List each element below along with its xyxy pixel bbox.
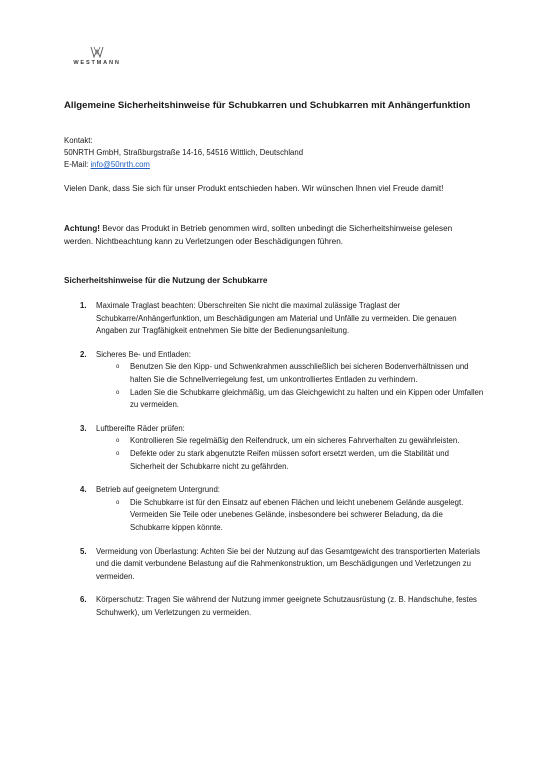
list-item-text: Maximale Traglast beachten: Überschreiten Sie nicht die maximal zulässige Traglast der Schubkarre/Anhängerfunktion, um Beschädigungen am Material und Unfälle zu vermeiden. Die genauen Angaben zur Tragfähigkeit entnehmen Sie bitte der Bedienungsanleitung. bbox=[96, 301, 457, 336]
westmann-logo-icon bbox=[90, 46, 104, 58]
contact-label: Kontakt: bbox=[64, 136, 93, 145]
sub-list-item-text: Defekte oder zu stark abgenutzte Reifen müssen sofort ersetzt werden, um die Stabilität und Sicherheit der Schubkarre nicht zu gefährden. bbox=[130, 448, 449, 471]
brand-logo bbox=[62, 46, 132, 66]
email-link[interactable]: info@50nrth.com bbox=[90, 160, 150, 169]
contact-email-row bbox=[64, 159, 303, 171]
bullet-icon: o bbox=[116, 389, 120, 396]
sub-list-item bbox=[96, 387, 484, 412]
bullet-icon: o bbox=[116, 450, 120, 457]
list-item-number: 3. bbox=[80, 423, 87, 433]
list-item-text: Betrieb auf geeignetem Untergrund: bbox=[96, 485, 220, 495]
sub-list-item-text: Kontrollieren Sie regelmäßig den Reifendruck, um ein sicheres Fahrverhalten zu gewährleisten. bbox=[130, 436, 460, 446]
bullet-icon: o bbox=[116, 499, 120, 506]
list-item-number: 2. bbox=[80, 349, 87, 359]
sub-list-item bbox=[96, 435, 484, 448]
list-item-text: Sicheres Be- und Entladen: bbox=[96, 349, 191, 359]
list-item-number: 5. bbox=[80, 546, 87, 556]
warning-paragraph bbox=[64, 222, 474, 248]
sub-list-item bbox=[96, 448, 484, 473]
list-item-number: 1. bbox=[80, 301, 87, 310]
list-item bbox=[64, 594, 484, 619]
list-item-text: Luftbereifte Räder prüfen: bbox=[96, 423, 185, 433]
list-item bbox=[64, 300, 484, 338]
thanks-paragraph: Vielen Dank, dass Sie sich für unser Produkt entschieden haben. Wir wünschen Ihnen viel Freude damit! bbox=[64, 184, 444, 193]
list-item-text: Körperschutz: Tragen Sie während der Nutzung immer geeignete Schutzausrüstung (z. B. Handschuhe, festes Schuhwerk), um Verletzungen zu vermeiden. bbox=[96, 595, 477, 617]
list-item bbox=[64, 423, 484, 473]
sub-list-item bbox=[96, 497, 484, 535]
sub-list-item-text: Laden Sie die Schubkarre gleichmäßig, um das Gleichgewicht zu halten und ein Kippen oder Umfallen zu vermeiden. bbox=[130, 387, 484, 410]
warning-text: Bevor das Produkt in Betrieb genommen wird, sollten unbedingt die Sicherheitshinweise gelesen werden. Nichtbeachtung kann zu Verletzungen oder Beschädigungen führen. bbox=[64, 224, 453, 246]
list-item bbox=[64, 484, 484, 534]
section-title: Sicherheitshinweise für die Nutzung der Schubkarre bbox=[64, 276, 268, 285]
warning-label: Achtung! bbox=[64, 224, 100, 233]
sub-list-item-text: Benutzen Sie den Kipp- und Schwenkrahmen ausschließlich bei sicheren Bodenverhältnissen und halten Sie die Schnellverriegelung fest, um unkontrolliertes Entladen zu verhindern. bbox=[130, 362, 469, 384]
bullet-icon: o bbox=[116, 438, 120, 445]
logo-text: WESTMANN bbox=[73, 60, 121, 66]
sub-list-item bbox=[96, 361, 484, 386]
contact-block bbox=[64, 135, 303, 171]
email-label: E-Mail: bbox=[64, 160, 89, 169]
list-item-number: 4. bbox=[80, 485, 87, 495]
sub-list-item-text: Die Schubkarre ist für den Einsatz auf ebenen Flächen und leicht unebenem Gelände ausgelegt. Vermeiden Sie Teile oder unebenes Gelände, insbesondere bei schwerer Beladung, da die Schubkarre kippen könnte. bbox=[130, 497, 464, 532]
safety-list bbox=[64, 300, 484, 630]
bullet-icon: o bbox=[116, 364, 120, 371]
list-item bbox=[64, 349, 484, 412]
contact-address: 50NRTH GmbH, Straßburgstraße 14-16, 54516 Wittlich, Deutschland bbox=[64, 148, 304, 157]
list-item-text: Vermeidung von Überlastung: Achten Sie bei der Nutzung auf das Gesamtgewicht des transportierten Materials und die damit verbundene Belastung auf die Rahmenkonstruktion, um Beschädigungen und Verletzungen zu vermeiden. bbox=[96, 546, 480, 581]
list-item bbox=[64, 546, 484, 584]
list-item-number: 6. bbox=[80, 595, 87, 605]
page-title: Allgemeine Sicherheitshinweise für Schubkarren und Schubkarren mit Anhängerfunktion bbox=[64, 100, 471, 111]
